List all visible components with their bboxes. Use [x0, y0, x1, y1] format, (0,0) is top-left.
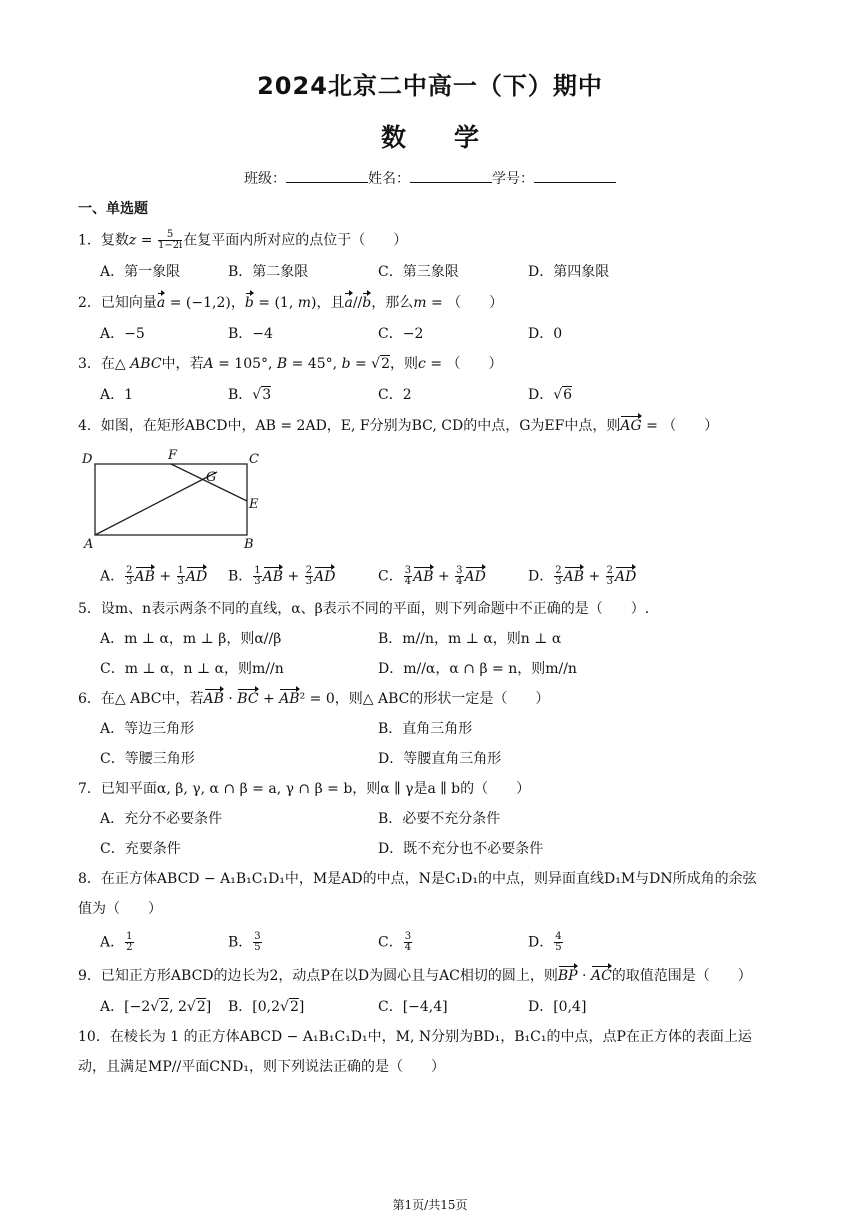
- option-1b: B．第二象限: [228, 264, 309, 280]
- option-2b: B．−4: [228, 326, 273, 342]
- option-5b: B．m//n，m ⊥ α，则n ⊥ α: [378, 631, 562, 647]
- label-a: A: [84, 537, 94, 552]
- question-10-cont: 动，且满足MP//平面CND₁，则下列说法正确的是（ ）: [78, 1059, 445, 1075]
- option-5d: D．m//α，α ∩ β = n，则m//n: [378, 661, 577, 677]
- option-9c: C．[−4,4]: [378, 999, 448, 1015]
- option-8c: C． $\frac{3}{4}$: [378, 931, 412, 953]
- option-8a: A． $\frac{1}{2}$: [100, 931, 133, 953]
- option-1d: D．第四象限: [528, 264, 610, 280]
- fraction: $\frac{5}{1-2i}$: [157, 229, 183, 251]
- page-footer: 第1页/共15页: [392, 1198, 468, 1212]
- question-6: 6．在△ ABC中，若AB · BC + AB² = 0，则△ ABC的形状一定是（ ）: [78, 691, 550, 707]
- option-6b: B．直角三角形: [378, 721, 473, 737]
- option-6a: A．等边三角形: [100, 721, 195, 737]
- option-4a: A． $\frac{2}{3}$ AB + $\frac{1}{3}$ AD: [100, 565, 208, 587]
- question-8: 8．在正方体ABCD − A₁B₁C₁D₁中，M是AD的中点，N是C₁D₁的中点，则异面直线D₁M与DN所成角的余弦: [78, 871, 757, 887]
- option-1a: A．第一象限: [100, 264, 181, 280]
- label-d: D: [82, 452, 93, 467]
- option-1c: C．第三象限: [378, 264, 459, 280]
- option-8d: D． $\frac{4}{5}$: [528, 931, 562, 953]
- option-2d: D．0: [528, 326, 563, 342]
- option-6d: D．等腰直角三角形: [378, 751, 502, 767]
- option-6c: C．等腰三角形: [100, 751, 195, 767]
- segment-ag: [95, 472, 217, 535]
- option-8b: B． $\frac{3}{5}$: [228, 931, 261, 953]
- student-info-line: [0, 168, 860, 188]
- option-3d: D．√6: [528, 387, 573, 403]
- option-4b: B． $\frac{1}{3}$ AB + $\frac{2}{3}$ AD: [228, 565, 336, 587]
- option-3a: A．1: [100, 387, 134, 403]
- option-9a: A．[−2√2, 2√2]: [100, 999, 212, 1015]
- option-7c: C．充要条件: [100, 841, 181, 857]
- rectangle-figure: [78, 446, 268, 552]
- rectangle-abcd: [95, 464, 247, 535]
- name-blank: [410, 170, 492, 183]
- label-g: G: [206, 470, 217, 485]
- option-7d: D．既不充分也不必要条件: [378, 841, 544, 857]
- question-3: 3．在△ ABC中，若A = 105°, B = 45°, b = √2，则c = （ ）: [78, 356, 503, 372]
- question-5: 5．设m、n表示两条不同的直线，α、β表示不同的平面，则下列命题中不正确的是（ ）.: [78, 601, 650, 617]
- option-7a: A．充分不必要条件: [100, 811, 223, 827]
- option-7b: B．必要不充分条件: [378, 811, 501, 827]
- question-9: 9．已知正方形ABCD的边长为2，动点P在以D为圆心且与AC相切的圆上，则BP · AC的取值范围是（ ）: [78, 968, 752, 984]
- subject-title: 数学: [380, 123, 527, 152]
- option-9d: D．[0,4]: [528, 999, 587, 1015]
- question-4: 4．如图，在矩形ABCD中，AB = 2AD，E, F分别为BC, CD的中点，G为EF中点，则AG = （ ）: [78, 418, 719, 434]
- name-label: 姓名：: [368, 171, 410, 187]
- label-c: C: [249, 452, 259, 467]
- label-b: B: [244, 537, 254, 552]
- option-9b: B．[0,2√2]: [228, 999, 305, 1015]
- class-blank: [286, 170, 368, 183]
- question-10: 10．在棱长为 1 的正方体ABCD − A₁B₁C₁D₁中，M, N分别为BD₁，B₁C₁的中点，点P在正方体的表面上运: [78, 1029, 752, 1045]
- option-5c: C．m ⊥ α，n ⊥ α，则m//n: [100, 661, 284, 677]
- label-f: F: [168, 448, 178, 463]
- id-blank: [534, 170, 616, 183]
- label-e: E: [249, 497, 259, 512]
- question-1: 1．复数z = $\frac{5}{1-2i}$ 在复平面内所对应的点位于（ ）: [78, 229, 408, 251]
- question-8-cont: 值为（ ）: [78, 901, 162, 917]
- option-5a: A．m ⊥ α，m ⊥ β，则α//β: [100, 631, 282, 647]
- option-4c: C． $\frac{3}{4}$ AB + $\frac{3}{4}$ AD: [378, 565, 486, 587]
- option-2a: A．−5: [100, 326, 145, 342]
- option-3b: B．√3: [228, 387, 272, 403]
- question-7: 7．已知平面α, β, γ, α ∩ β = a, γ ∩ β = b，则α ∥ γ是a ∥ b的（ ）: [78, 781, 531, 797]
- class-label: 班级：: [244, 171, 286, 187]
- option-4d: D． $\frac{2}{3}$ AB + $\frac{2}{3}$ AD: [528, 565, 637, 587]
- option-3c: C．2: [378, 387, 412, 403]
- id-label: 学号：: [492, 171, 534, 187]
- question-2: 2．已知向量a = (−1,2)，b = (1, m)，且a//b，那么m = （ ）: [78, 295, 504, 311]
- page-title: 2024北京二中高一（下）期中: [257, 72, 603, 100]
- section-heading: 一、单选题: [78, 201, 148, 217]
- option-2c: C．−2: [378, 326, 424, 342]
